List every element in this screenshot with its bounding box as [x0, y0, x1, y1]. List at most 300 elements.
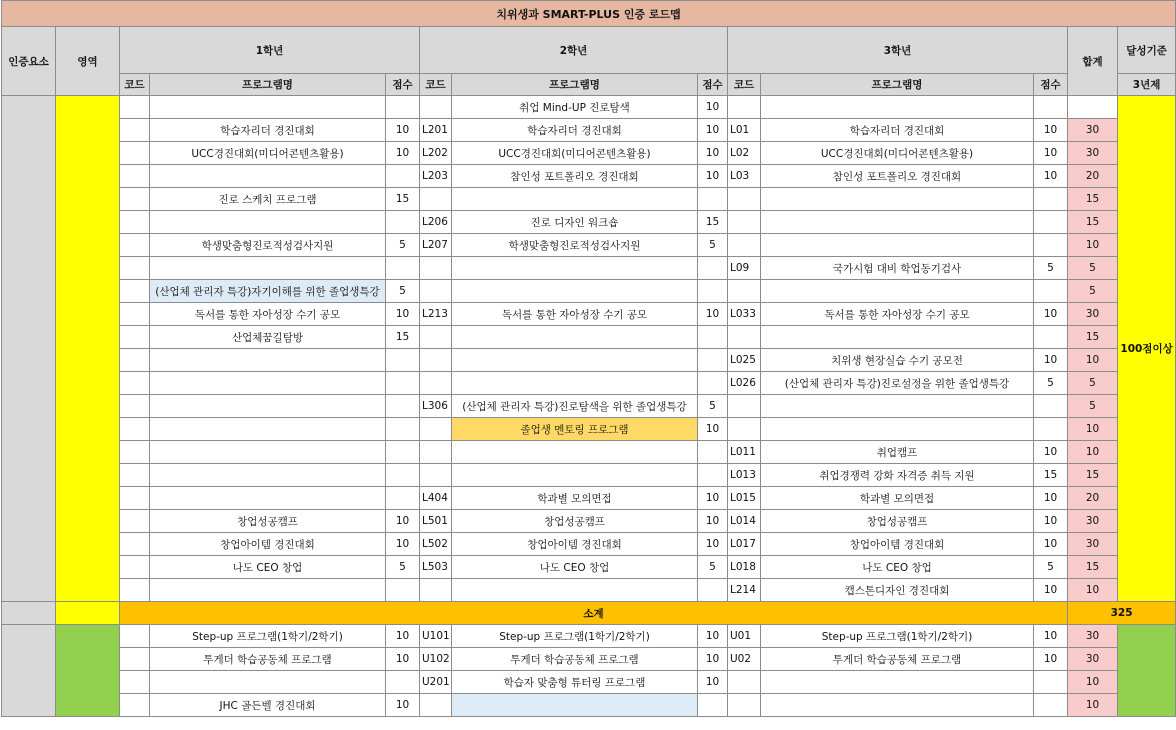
criteria-target: 100점이상: [1118, 96, 1176, 602]
year2-score: 5: [698, 556, 728, 579]
year2-program: 학과별 모의면접: [452, 487, 698, 510]
row-total: 30: [1068, 648, 1118, 671]
year1-code: [120, 372, 150, 395]
year1-program: [150, 96, 386, 119]
year3-code: [728, 188, 761, 211]
table-row: [2, 671, 1176, 694]
year1-code: [120, 579, 150, 602]
year2-score: 5: [698, 395, 728, 418]
year3-code: L011: [728, 441, 761, 464]
table-row: [2, 694, 1176, 717]
header-criteria-sub: 3년제: [1118, 74, 1176, 96]
header-year3: 3학년: [728, 27, 1068, 74]
year1-code: [120, 671, 150, 694]
year1-code: [120, 257, 150, 280]
year3-score: [1034, 96, 1068, 119]
table-row: [2, 579, 1176, 602]
row-total: 15: [1068, 326, 1118, 349]
year3-score: 10: [1034, 579, 1068, 602]
year1-program: 투게더 학습공동체 프로그램: [150, 648, 386, 671]
year3-score: 10: [1034, 349, 1068, 372]
row-total: [1068, 96, 1118, 119]
year1-score: [386, 418, 420, 441]
row-total: 10: [1068, 579, 1118, 602]
year2-score: [698, 188, 728, 211]
row-total: 10: [1068, 671, 1118, 694]
year2-program: 학습자 맞춤형 튜터링 프로그램: [452, 671, 698, 694]
year3-score: [1034, 694, 1068, 717]
row-total: 15: [1068, 211, 1118, 234]
row-total: 15: [1068, 464, 1118, 487]
year3-score: 10: [1034, 510, 1068, 533]
year2-score: 10: [698, 418, 728, 441]
year1-code: [120, 303, 150, 326]
table-row: [2, 119, 1176, 142]
table-row: [2, 395, 1176, 418]
table-row: [2, 211, 1176, 234]
year3-code: L025: [728, 349, 761, 372]
year1-code: [120, 165, 150, 188]
year2-score: [698, 326, 728, 349]
year2-score: 15: [698, 211, 728, 234]
year1-score: 5: [386, 280, 420, 303]
year2-code: L203: [420, 165, 452, 188]
year1-program: [150, 579, 386, 602]
table-row: [2, 303, 1176, 326]
year2-score: 5: [698, 234, 728, 257]
year1-code: [120, 211, 150, 234]
table-row: [2, 441, 1176, 464]
year2-program: (산업체 관리자 특강)진로탐색을 위한 졸업생특강: [452, 395, 698, 418]
year1-score: [386, 96, 420, 119]
year3-program: 창업아이템 경진대회: [761, 533, 1034, 556]
year2-program: [452, 188, 698, 211]
header-code: 코드: [420, 74, 452, 96]
year1-score: 10: [386, 533, 420, 556]
year3-program: Step-up 프로그램(1학기/2학기): [761, 625, 1034, 648]
year1-score: 10: [386, 648, 420, 671]
year3-program: 치위생 현장실습 수기 공모전: [761, 349, 1034, 372]
year1-program: Step-up 프로그램(1학기/2학기): [150, 625, 386, 648]
year3-score: [1034, 211, 1068, 234]
year1-program: 나도 CEO 창업: [150, 556, 386, 579]
year2-code: [420, 441, 452, 464]
table-row: [2, 142, 1176, 165]
year1-code: [120, 395, 150, 418]
header-cert-element: 인증요소: [2, 27, 56, 96]
year2-program: 창업아이템 경진대회: [452, 533, 698, 556]
year3-code: L214: [728, 579, 761, 602]
year2-program: 학생맞춤형진로적성검사지원: [452, 234, 698, 257]
year1-program: [150, 165, 386, 188]
year2-score: 10: [698, 533, 728, 556]
year3-code: L018: [728, 556, 761, 579]
row-total: 10: [1068, 694, 1118, 717]
year2-score: 10: [698, 165, 728, 188]
year1-code: [120, 96, 150, 119]
year1-score: [386, 487, 420, 510]
year2-score: [698, 280, 728, 303]
year1-code: [120, 510, 150, 533]
year1-score: [386, 464, 420, 487]
header-score: 점수: [386, 74, 420, 96]
year1-score: 10: [386, 694, 420, 717]
year2-code: [420, 418, 452, 441]
header-area: 영역: [56, 27, 120, 96]
year1-score: [386, 211, 420, 234]
year1-score: 10: [386, 119, 420, 142]
year3-score: [1034, 280, 1068, 303]
year2-score: 10: [698, 119, 728, 142]
row-total: 10: [1068, 441, 1118, 464]
table-row: [2, 372, 1176, 395]
year1-program: [150, 211, 386, 234]
year2-code: [420, 579, 452, 602]
header-program: 프로그램명: [150, 74, 386, 96]
year2-program: [452, 372, 698, 395]
sheet-title: 치위생과 SMART-PLUS 인증 로드맵: [2, 1, 1176, 27]
year1-program: 학습자리더 경진대회: [150, 119, 386, 142]
year3-code: U01: [728, 625, 761, 648]
row-total: 30: [1068, 533, 1118, 556]
table-row: [2, 418, 1176, 441]
row-total: 30: [1068, 510, 1118, 533]
year2-score: [698, 257, 728, 280]
year2-score: 10: [698, 671, 728, 694]
year2-program: UCC경진대회(미디어콘텐츠활용): [452, 142, 698, 165]
year1-score: [386, 579, 420, 602]
year3-code: L026: [728, 372, 761, 395]
year3-code: [728, 395, 761, 418]
year1-code: [120, 418, 150, 441]
year2-program: 창업성공캠프: [452, 510, 698, 533]
year2-program: 나도 CEO 창업: [452, 556, 698, 579]
row-total: 10: [1068, 418, 1118, 441]
year3-code: [728, 280, 761, 303]
header-criteria: 달성기준: [1118, 27, 1176, 74]
year1-score: 10: [386, 303, 420, 326]
year2-code: [420, 464, 452, 487]
year2-program: [452, 579, 698, 602]
year3-program: (산업체 관리자 특강)진로설정을 위한 졸업생특강: [761, 372, 1034, 395]
year3-program: [761, 188, 1034, 211]
row-total: 15: [1068, 556, 1118, 579]
year2-code: [420, 96, 452, 119]
year1-score: [386, 165, 420, 188]
year2-program: [452, 441, 698, 464]
year1-program: [150, 441, 386, 464]
year2-program: 학습자리더 경진대회: [452, 119, 698, 142]
cert-element-cell: [2, 625, 56, 717]
year1-program: [150, 487, 386, 510]
year1-program: 창업성공캠프: [150, 510, 386, 533]
year3-program: 취업캠프: [761, 441, 1034, 464]
year3-program: [761, 280, 1034, 303]
year1-score: [386, 441, 420, 464]
year2-code: U201: [420, 671, 452, 694]
cert-element-cell: [2, 602, 56, 625]
year3-code: [728, 418, 761, 441]
year1-score: [386, 671, 420, 694]
year1-code: [120, 349, 150, 372]
header-year2: 2학년: [420, 27, 728, 74]
year1-program: [150, 349, 386, 372]
year1-score: 10: [386, 625, 420, 648]
year3-score: 15: [1034, 464, 1068, 487]
year3-score: 10: [1034, 142, 1068, 165]
year2-code: [420, 257, 452, 280]
year3-code: L03: [728, 165, 761, 188]
year3-score: 10: [1034, 533, 1068, 556]
table-row: [2, 326, 1176, 349]
year2-program: [452, 280, 698, 303]
row-total: 30: [1068, 303, 1118, 326]
table-row: [2, 510, 1176, 533]
year2-program: 독서를 통한 자아성장 수기 공모: [452, 303, 698, 326]
year1-code: [120, 188, 150, 211]
subtotal-row: [2, 602, 1176, 625]
row-total: 15: [1068, 188, 1118, 211]
year3-code: [728, 326, 761, 349]
year2-program: [452, 694, 698, 717]
year2-program: Step-up 프로그램(1학기/2학기): [452, 625, 698, 648]
year3-program: 창업성공캠프: [761, 510, 1034, 533]
year1-code: [120, 234, 150, 257]
year3-score: 10: [1034, 303, 1068, 326]
year1-program: 진로 스케치 프로그램: [150, 188, 386, 211]
criteria-cell: [1118, 625, 1176, 717]
year3-code: L02: [728, 142, 761, 165]
year2-code: [420, 372, 452, 395]
year1-program: (산업체 관리자 특강)자기이해를 위한 졸업생특강: [150, 280, 386, 303]
year2-code: [420, 694, 452, 717]
year1-score: 15: [386, 188, 420, 211]
year3-program: [761, 671, 1034, 694]
year2-code: U101: [420, 625, 452, 648]
year1-program: [150, 671, 386, 694]
year1-score: 5: [386, 556, 420, 579]
year2-score: [698, 372, 728, 395]
year2-score: 10: [698, 625, 728, 648]
year2-program: 참인성 포트폴리오 경진대회: [452, 165, 698, 188]
row-total: 10: [1068, 234, 1118, 257]
year1-program: [150, 464, 386, 487]
year1-code: [120, 464, 150, 487]
year2-program: [452, 326, 698, 349]
year3-score: 10: [1034, 487, 1068, 510]
year3-score: [1034, 326, 1068, 349]
year3-score: 10: [1034, 441, 1068, 464]
year3-code: L01: [728, 119, 761, 142]
year2-score: [698, 349, 728, 372]
year3-program: UCC경진대회(미디어콘텐츠활용): [761, 142, 1034, 165]
year3-score: [1034, 418, 1068, 441]
year1-score: [386, 372, 420, 395]
year1-score: 5: [386, 234, 420, 257]
year3-score: 10: [1034, 165, 1068, 188]
year3-program: 투게더 학습공동체 프로그램: [761, 648, 1034, 671]
header-year1: 1학년: [120, 27, 420, 74]
year1-score: 15: [386, 326, 420, 349]
table-row: [2, 188, 1176, 211]
year3-code: L033: [728, 303, 761, 326]
year3-program: [761, 326, 1034, 349]
year3-program: 학과별 모의면접: [761, 487, 1034, 510]
year3-code: L015: [728, 487, 761, 510]
year1-score: [386, 349, 420, 372]
year3-score: [1034, 234, 1068, 257]
year2-code: [420, 280, 452, 303]
year3-program: 학습자리더 경진대회: [761, 119, 1034, 142]
header-total: 합계: [1068, 27, 1118, 96]
year2-code: [420, 188, 452, 211]
year3-program: 캡스톤디자인 경진대회: [761, 579, 1034, 602]
header-score: 점수: [698, 74, 728, 96]
year1-code: [120, 326, 150, 349]
year3-score: [1034, 188, 1068, 211]
cert-element-cell: [2, 96, 56, 602]
year1-code: [120, 694, 150, 717]
year2-score: [698, 694, 728, 717]
year2-code: [420, 326, 452, 349]
year1-code: [120, 119, 150, 142]
year2-program: 졸업생 멘토링 프로그램: [452, 418, 698, 441]
year3-score: 5: [1034, 372, 1068, 395]
header-score: 점수: [1034, 74, 1068, 96]
table-row: [2, 464, 1176, 487]
year1-program: UCC경진대회(미디어콘텐츠활용): [150, 142, 386, 165]
year1-program: 독서를 통한 자아성장 수기 공모: [150, 303, 386, 326]
year2-program: 취업 Mind-UP 진로탐색: [452, 96, 698, 119]
year1-code: [120, 556, 150, 579]
table-row: [2, 487, 1176, 510]
year1-program: 창업아이템 경진대회: [150, 533, 386, 556]
year2-code: U102: [420, 648, 452, 671]
year1-code: [120, 487, 150, 510]
year1-score: [386, 395, 420, 418]
row-total: 5: [1068, 280, 1118, 303]
year2-program: 투게더 학습공동체 프로그램: [452, 648, 698, 671]
year2-code: L201: [420, 119, 452, 142]
year3-program: 참인성 포트폴리오 경진대회: [761, 165, 1034, 188]
year3-program: [761, 211, 1034, 234]
year3-program: 독서를 통한 자아성장 수기 공모: [761, 303, 1034, 326]
area-cell: [56, 96, 120, 602]
year3-score: 10: [1034, 119, 1068, 142]
year3-code: [728, 234, 761, 257]
year3-code: L09: [728, 257, 761, 280]
year2-score: 10: [698, 487, 728, 510]
header-code: 코드: [728, 74, 761, 96]
year2-program: [452, 257, 698, 280]
table-row: [2, 165, 1176, 188]
year2-program: [452, 349, 698, 372]
row-total: 30: [1068, 142, 1118, 165]
year1-code: [120, 533, 150, 556]
year3-program: [761, 234, 1034, 257]
header-program: 프로그램명: [452, 74, 698, 96]
year3-score: 5: [1034, 556, 1068, 579]
year2-code: L206: [420, 211, 452, 234]
year1-code: [120, 625, 150, 648]
year1-code: [120, 280, 150, 303]
year2-score: [698, 441, 728, 464]
table-row: [2, 257, 1176, 280]
header-program: 프로그램명: [761, 74, 1034, 96]
year1-code: [120, 648, 150, 671]
table-row: [2, 648, 1176, 671]
area-cell: [56, 602, 120, 625]
year3-program: 나도 CEO 창업: [761, 556, 1034, 579]
year2-score: [698, 579, 728, 602]
header-code: 코드: [120, 74, 150, 96]
year1-score: 10: [386, 142, 420, 165]
row-total: 10: [1068, 349, 1118, 372]
year1-score: [386, 257, 420, 280]
year2-score: 10: [698, 142, 728, 165]
year3-program: [761, 96, 1034, 119]
year3-code: [728, 211, 761, 234]
year1-program: [150, 418, 386, 441]
row-total: 30: [1068, 625, 1118, 648]
year2-code: L404: [420, 487, 452, 510]
roadmap-table: [1, 0, 1176, 717]
year3-code: L013: [728, 464, 761, 487]
year2-code: L501: [420, 510, 452, 533]
year2-code: L502: [420, 533, 452, 556]
row-total: 5: [1068, 372, 1118, 395]
table-row: [2, 533, 1176, 556]
year2-code: L202: [420, 142, 452, 165]
year3-score: 5: [1034, 257, 1068, 280]
year3-code: [728, 694, 761, 717]
table-row: [2, 349, 1176, 372]
year3-score: [1034, 395, 1068, 418]
year2-code: L503: [420, 556, 452, 579]
year1-program: JHC 골든벨 경진대회: [150, 694, 386, 717]
year2-code: [420, 349, 452, 372]
year2-score: 10: [698, 648, 728, 671]
year1-program: [150, 395, 386, 418]
year3-program: [761, 418, 1034, 441]
year1-program: [150, 257, 386, 280]
year3-code: [728, 671, 761, 694]
table-row: [2, 234, 1176, 257]
area-cell: [56, 625, 120, 717]
subtotal-label: 소계: [120, 602, 1068, 625]
year2-score: 10: [698, 303, 728, 326]
year2-score: 10: [698, 96, 728, 119]
year2-program: [452, 464, 698, 487]
year2-score: 10: [698, 510, 728, 533]
year3-program: 국가시험 대비 학업동기검사: [761, 257, 1034, 280]
year3-score: 10: [1034, 625, 1068, 648]
year1-program: [150, 372, 386, 395]
row-total: 5: [1068, 395, 1118, 418]
year2-code: L207: [420, 234, 452, 257]
year2-score: [698, 464, 728, 487]
row-total: 20: [1068, 487, 1118, 510]
year1-code: [120, 441, 150, 464]
year3-code: L017: [728, 533, 761, 556]
row-total: 30: [1068, 119, 1118, 142]
year3-program: [761, 395, 1034, 418]
year2-code: L213: [420, 303, 452, 326]
year3-program: [761, 694, 1034, 717]
year2-code: L306: [420, 395, 452, 418]
subtotal-value: 325: [1068, 602, 1176, 625]
row-total: 5: [1068, 257, 1118, 280]
